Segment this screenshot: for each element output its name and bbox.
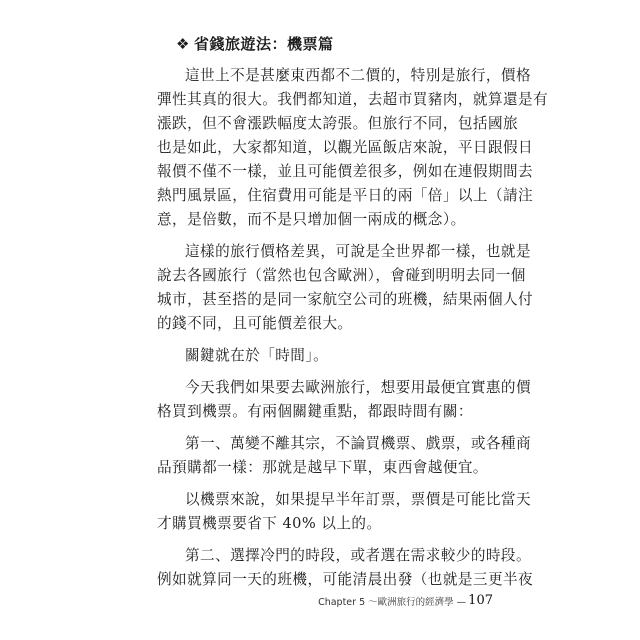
page-number: 107 bbox=[468, 593, 493, 608]
paragraph-1 bbox=[157, 64, 549, 232]
text-line: 第一、萬變不離其宗，不論買機票、戲票，或各種商 bbox=[185, 435, 532, 452]
text-line: 今天我們如果要去歐洲旅行，想要用最便宜實惠的價 bbox=[185, 379, 532, 396]
text-line: 關鍵就在於「時間」。 bbox=[185, 347, 329, 364]
text-line: 熱門風景區，住宿費用可能是平日的兩「倍」以上（請注 bbox=[157, 187, 534, 204]
paragraph-2 bbox=[157, 240, 534, 336]
text-line: 漲跌，但不會漲跌幅度太誇張。但旅行不同，包括國旅 bbox=[157, 115, 519, 132]
diamond-bullet-icon: ❖ bbox=[176, 35, 190, 53]
paragraph-7 bbox=[157, 544, 534, 592]
text-line: 意，是倍數，而不是只增加個一兩成的概念）。 bbox=[157, 211, 466, 228]
text-line: 城市，甚至搭的是同一家航空公司的班機，結果兩個人付 bbox=[157, 291, 534, 308]
paragraph-6 bbox=[157, 488, 532, 536]
text-line: 例如就算同一天的班機，可能清晨出發（也就是三更半夜 bbox=[157, 571, 534, 588]
paragraph-4 bbox=[157, 376, 532, 424]
text-line: 才購買機票要省下 40% 以上的。 bbox=[157, 515, 382, 532]
body-text bbox=[157, 64, 549, 600]
text-line: 以機票來說，如果提早半年訂票，票價是可能比當天 bbox=[185, 491, 532, 508]
text-line: 說去各國旅行（當然也包含歐洲），會碰到明明去同一個 bbox=[157, 267, 526, 284]
text-line: 的錢不同，且可能價差很大。 bbox=[157, 315, 353, 332]
paragraph-5 bbox=[157, 432, 532, 480]
chapter-running-title: Chapter 5 ～歐洲旅行的經濟學 — bbox=[318, 596, 467, 608]
text-line: 彈性其真的很大。我們都知道，去超市買豬肉，就算還是有 bbox=[157, 91, 549, 108]
text-line: 格買到機票。有兩個關鍵重點，都跟時間有關： bbox=[157, 403, 473, 420]
text-line: 這樣的旅行價格差異，可說是全世界都一樣，也就是 bbox=[185, 243, 532, 260]
text-line: 這世上不是甚麼東西都不二價的，特別是旅行，價格 bbox=[185, 67, 532, 84]
text-line: 品預購都一樣：那就是越早下單，東西會越便宜。 bbox=[157, 459, 488, 476]
page-footer bbox=[318, 593, 493, 608]
section-title: 省錢旅遊法：機票篇 bbox=[193, 35, 334, 53]
paragraph-3 bbox=[157, 344, 497, 368]
section-heading bbox=[176, 34, 333, 54]
text-line: 第二、選擇冷門的時段，或者選在需求較少的時段。 bbox=[185, 547, 532, 564]
text-line: 也是如此，大家都知道，以觀光區飯店來說，平日跟假日 bbox=[157, 139, 534, 156]
text-line: 報價不僅不一樣，並且可能價差很多，例如在連假期間去 bbox=[157, 163, 534, 180]
